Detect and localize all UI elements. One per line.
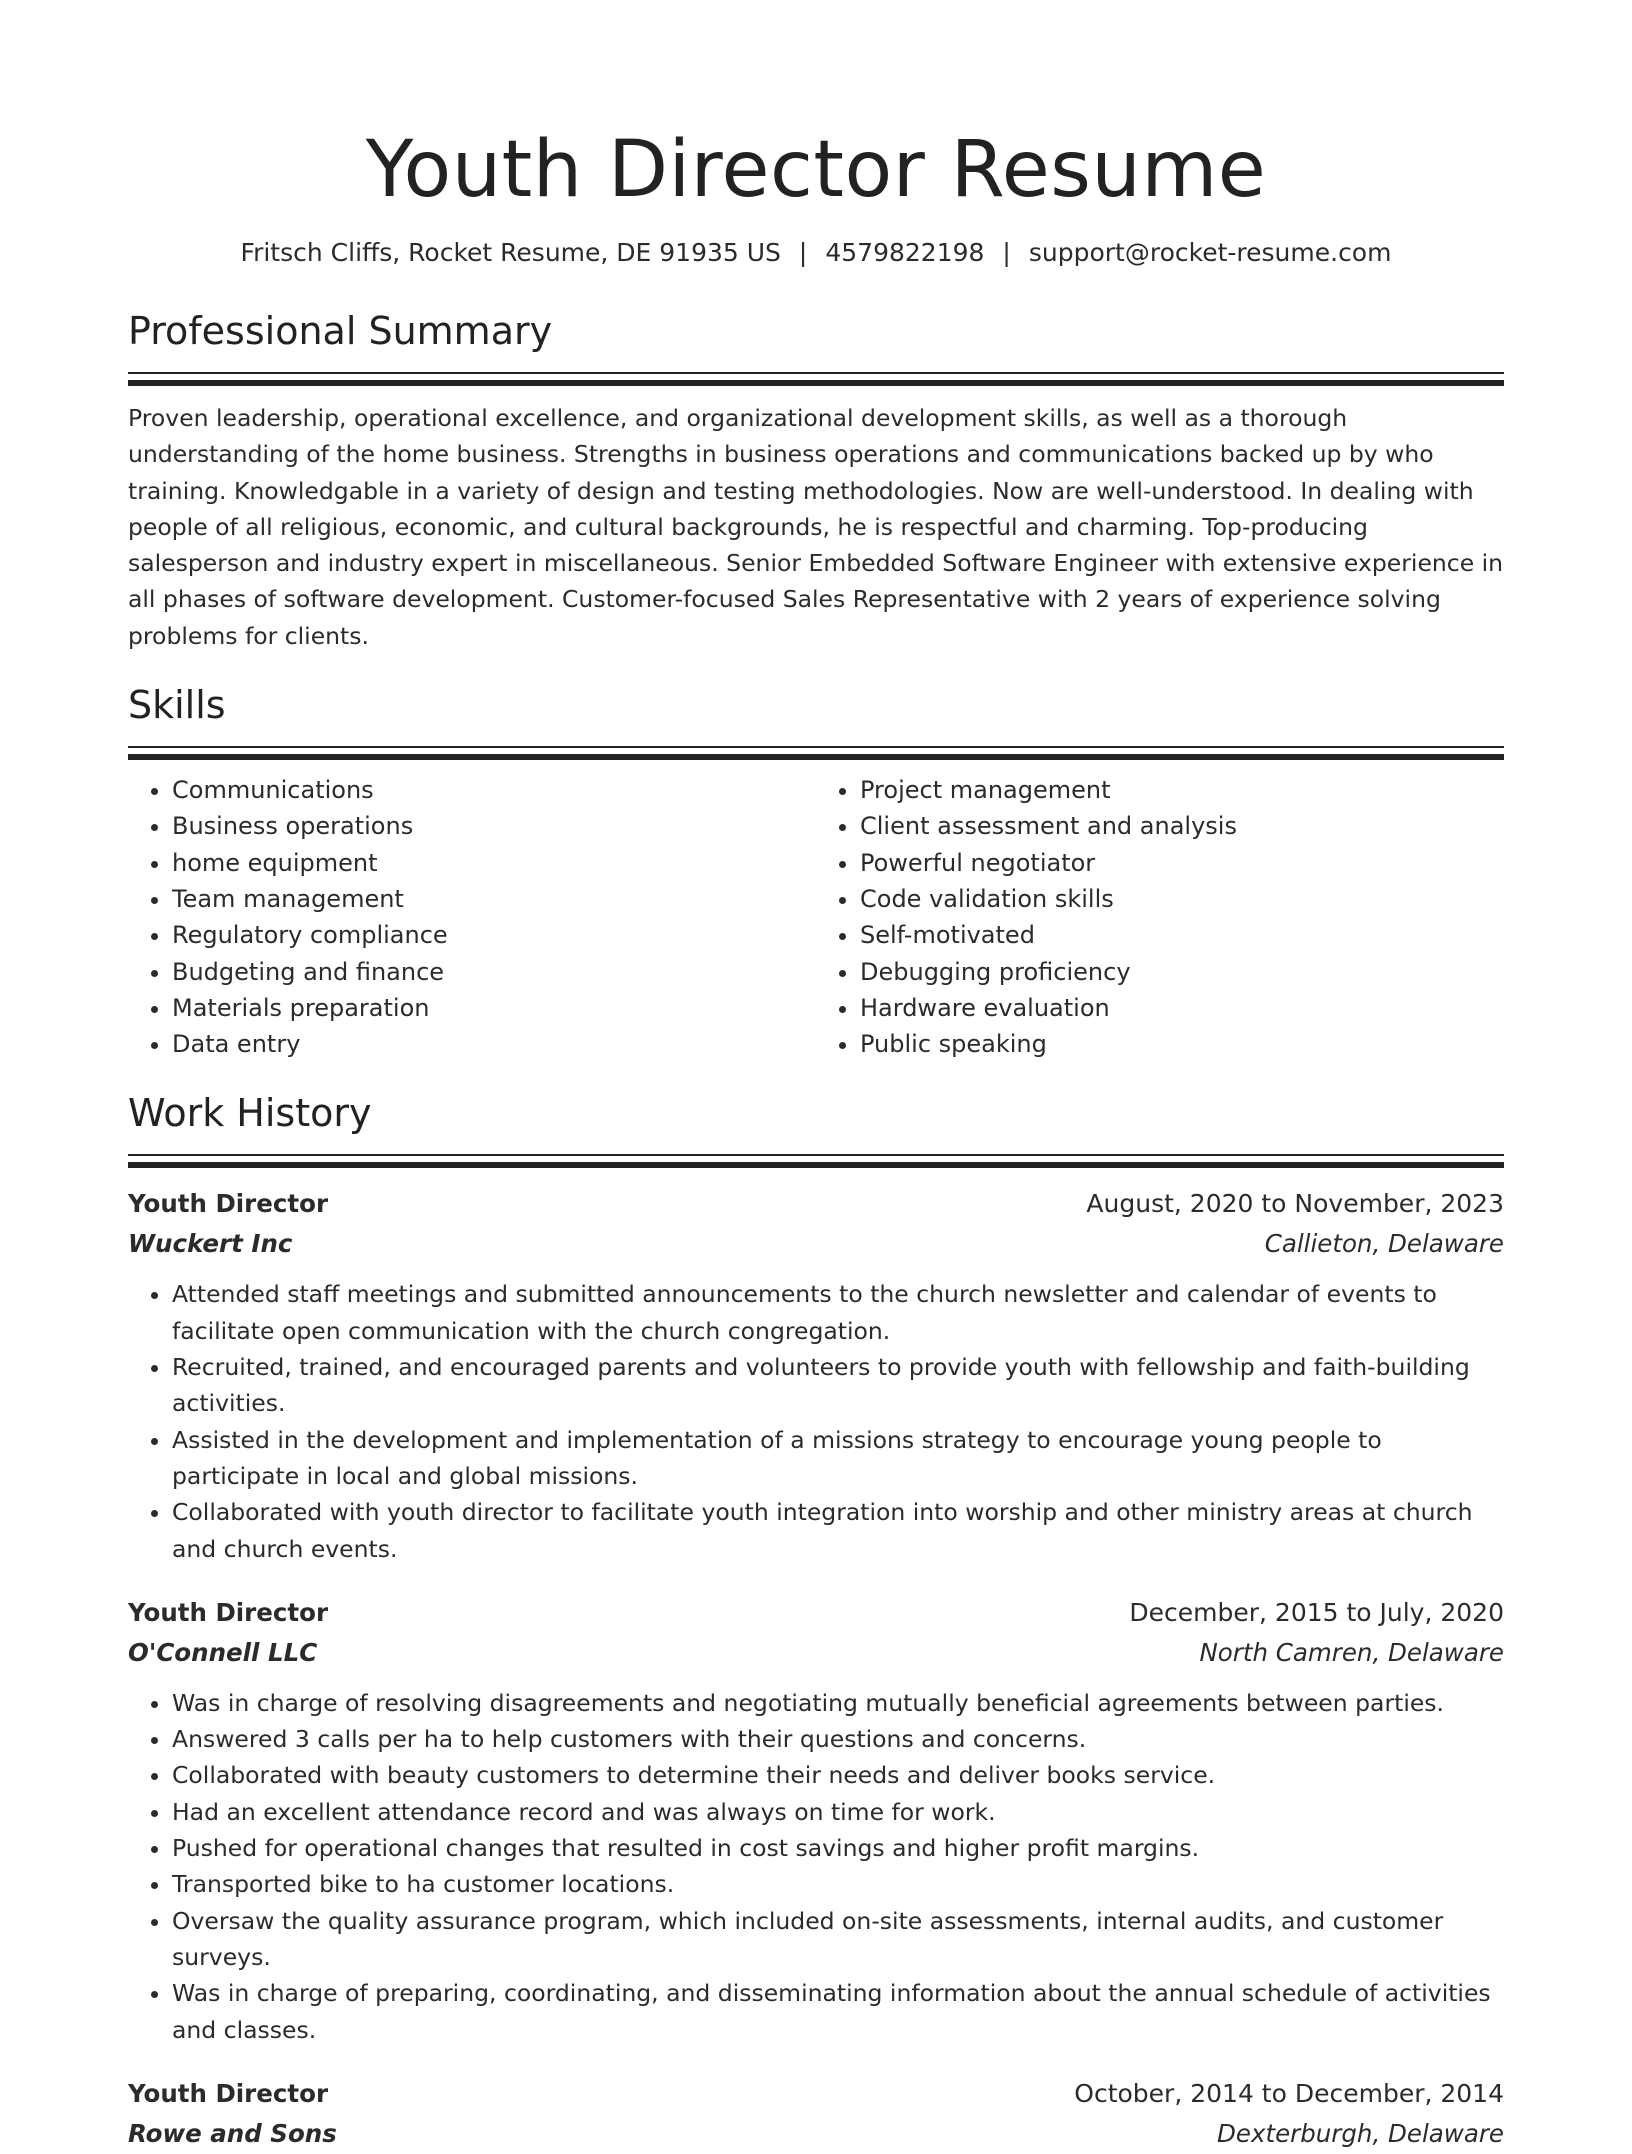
job-bullet: • Transported bike to ha customer locations. xyxy=(172,1866,1504,1902)
job-bullet: • Had an excellent attendance record and was always on time for work. xyxy=(172,1794,1504,1830)
job-bullet: • Was in charge of preparing, coordinating, and disseminating information about the annual schedule of activities and classes. xyxy=(172,1975,1504,2048)
job-bullet: • Recruited, trained, and encouraged parents and volunteers to provide youth with fellowship and faith-building activities. xyxy=(172,1349,1504,1422)
job-title: Youth Director xyxy=(128,2078,329,2108)
contact-separator: | xyxy=(1002,238,1011,267)
job-location: North Camren, Delaware xyxy=(1199,1637,1504,1667)
job-bullets xyxy=(128,1685,1504,2048)
skills-list-left xyxy=(128,772,816,1062)
job-company: O'Connell LLC xyxy=(128,1637,318,1667)
job-subheader xyxy=(128,1633,1504,1673)
contact-address: Fritsch Cliffs, Rocket Resume, DE 91935 US xyxy=(240,238,781,267)
job-company: Wuckert Inc xyxy=(128,1229,293,1259)
job-location: Callieton, Delaware xyxy=(1264,1229,1504,1259)
job-bullets xyxy=(128,1276,1504,1566)
job-dates: August, 2020 to November, 2023 xyxy=(1086,1189,1504,1219)
skill-item: • home equipment xyxy=(172,845,816,881)
work-section xyxy=(128,1088,1504,2153)
skill-item: • Data entry xyxy=(172,1026,816,1062)
skill-item: • Client assessment and analysis xyxy=(860,808,1504,844)
contact-phone: 4579822198 xyxy=(825,238,985,267)
skill-item: • Self-motivated xyxy=(860,917,1504,953)
skills-list-right xyxy=(816,772,1504,1062)
section-divider xyxy=(128,372,1504,386)
resume-page xyxy=(128,0,1504,2154)
job-dates: December, 2015 to July, 2020 xyxy=(1129,1597,1504,1627)
skill-item: • Project management xyxy=(860,772,1504,808)
skills-columns xyxy=(128,772,1504,1062)
job-header xyxy=(128,1184,1504,1224)
job-title: Youth Director xyxy=(128,1189,329,1219)
skill-item: • Regulatory compliance xyxy=(172,917,816,953)
job-subheader xyxy=(128,2114,1504,2154)
skill-item: • Public speaking xyxy=(860,1026,1504,1062)
summary-heading: Professional Summary xyxy=(128,309,553,353)
job-bullet: • Pushed for operational changes that resulted in cost savings and higher profit margins. xyxy=(172,1830,1504,1866)
skill-item: • Code validation skills xyxy=(860,881,1504,917)
contact-email[interactable]: support@rocket-resume.com xyxy=(1028,238,1392,267)
skill-item: • Communications xyxy=(172,772,816,808)
skill-item: • Business operations xyxy=(172,808,816,844)
section-divider xyxy=(128,746,1504,760)
page-title: Youth Director Resume xyxy=(365,125,1267,215)
job-header xyxy=(128,2074,1504,2114)
job-subheader xyxy=(128,1224,1504,1264)
job-header xyxy=(128,1593,1504,1633)
section-divider xyxy=(128,1154,1504,1168)
job-bullet: • Attended staff meetings and submitted announcements to the church newsletter and calendar of events to facilitate open communication with the church congregation. xyxy=(172,1276,1504,1349)
job-bullet: • Was in charge of resolving disagreements and negotiating mutually beneficial agreements between parties. xyxy=(172,1685,1504,1721)
skill-item: • Team management xyxy=(172,881,816,917)
skills-heading: Skills xyxy=(128,683,226,728)
job-entry xyxy=(128,1184,1504,1566)
summary-section xyxy=(128,306,1504,654)
contact-separator: | xyxy=(798,238,808,267)
job-dates: October, 2014 to December, 2014 xyxy=(1074,2078,1504,2108)
job-entry xyxy=(128,1593,1504,2048)
skill-item: • Materials preparation xyxy=(172,990,816,1026)
job-bullet: • Oversaw the quality assurance program, which included on-site assessments, internal audits, and customer surveys. xyxy=(172,1903,1504,1976)
skill-item: • Debugging proficiency xyxy=(860,954,1504,990)
skills-section xyxy=(128,680,1504,1062)
skill-item: • Hardware evaluation xyxy=(860,990,1504,1026)
skill-item: • Budgeting and finance xyxy=(172,954,816,990)
job-bullet: • Collaborated with beauty customers to determine their needs and deliver books service. xyxy=(172,1757,1504,1793)
skill-item: • Powerful negotiator xyxy=(860,845,1504,881)
job-bullet: • Assisted in the development and implementation of a missions strategy to encourage young people to participate in local and global missions. xyxy=(172,1422,1504,1495)
job-title: Youth Director xyxy=(128,1597,329,1627)
contact-line xyxy=(128,236,1504,270)
job-entry xyxy=(128,2074,1504,2154)
job-bullet: • Collaborated with youth director to facilitate youth integration into worship and other ministry areas at church and church events. xyxy=(172,1494,1504,1567)
work-heading: Work History xyxy=(128,1091,372,1136)
job-location: Dexterburgh, Delaware xyxy=(1217,2118,1504,2148)
job-company: Rowe and Sons xyxy=(128,2118,337,2148)
job-bullet: • Answered 3 calls per ha to help customers with their questions and concerns. xyxy=(172,1721,1504,1757)
summary-text: Proven leadership, operational excellence, and organizational development skills, as well as a thorough understanding of the home business. Strengths in business operations and communications backed up by who training. Knowledgable in a variety of design and testing methodologies. Now are well-understood. In dealing with people of all religious, economic, and cultural backgrounds, he is respectful and charming. Top-producing salesperson and industry expert in miscellaneous. Senior Embedded Software Engineer with extensive experience in all phases of software development. Customer-focused Sales Representative with 2 years of experience solving problems for clients. xyxy=(128,404,1504,650)
